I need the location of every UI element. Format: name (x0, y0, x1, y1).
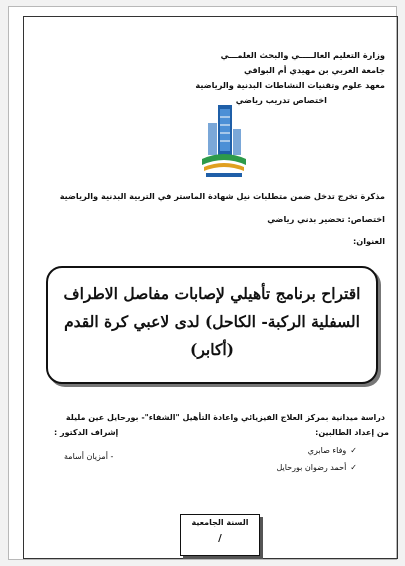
checkmark-icon: ✓ (350, 446, 357, 455)
thesis-title-line3: (أكابر) (190, 340, 234, 359)
thesis-title-line2: السفلية الركبة- الكاحل) لدى لاعبي كرة القدم (64, 312, 360, 331)
institute-name: معهد علوم وتقنيات النشاطات البدنية والرياضية (195, 80, 385, 90)
page-sheet (8, 6, 397, 560)
student-name-1: ✓وفاء صابري (307, 446, 357, 455)
supervisor-label: إشراف الدكتور : (54, 428, 119, 437)
university-logo (200, 101, 248, 181)
title-label: العنوان: (352, 236, 385, 246)
checkmark-icon: ✓ (350, 463, 357, 472)
university-name: جامعة العربي بن مهيدي أم البواقي (244, 65, 385, 75)
students-label: من إعداد الطالبين: (315, 428, 389, 437)
ministry-name: وزارة التعليم العالـــــي والبحث العلمـــي (220, 50, 385, 60)
academic-year-box (180, 514, 260, 556)
academic-year-label: السنة الجامعية (191, 518, 249, 527)
student-name-2: ✓أحمد رضوان بورحايل (276, 463, 357, 472)
thesis-specialization: اختصاص: تحضير بدني رياضي (267, 214, 385, 224)
thesis-title-line1: اقتراح برنامج تأهيلي لإصابات مفاصل الاطراف (63, 284, 361, 303)
supervisor-name: - أمزيان أسامة (64, 452, 114, 461)
academic-year-value: / (218, 533, 222, 544)
page-border (23, 16, 398, 559)
field-study-text: دراسة ميدانية بمركز العلاج الفيزيائي واعادة التأهيل "الشفاء"- بورحايل عين مليلة (65, 413, 385, 422)
specialty-header: اختصاص تدريب رياضي (235, 95, 327, 105)
thesis-title-box (46, 266, 378, 384)
thesis-purpose: مذكرة تخرج تدخل ضمن متطلبات نيل شهادة الماستر في التربية البدنية والرياضية (59, 191, 385, 201)
